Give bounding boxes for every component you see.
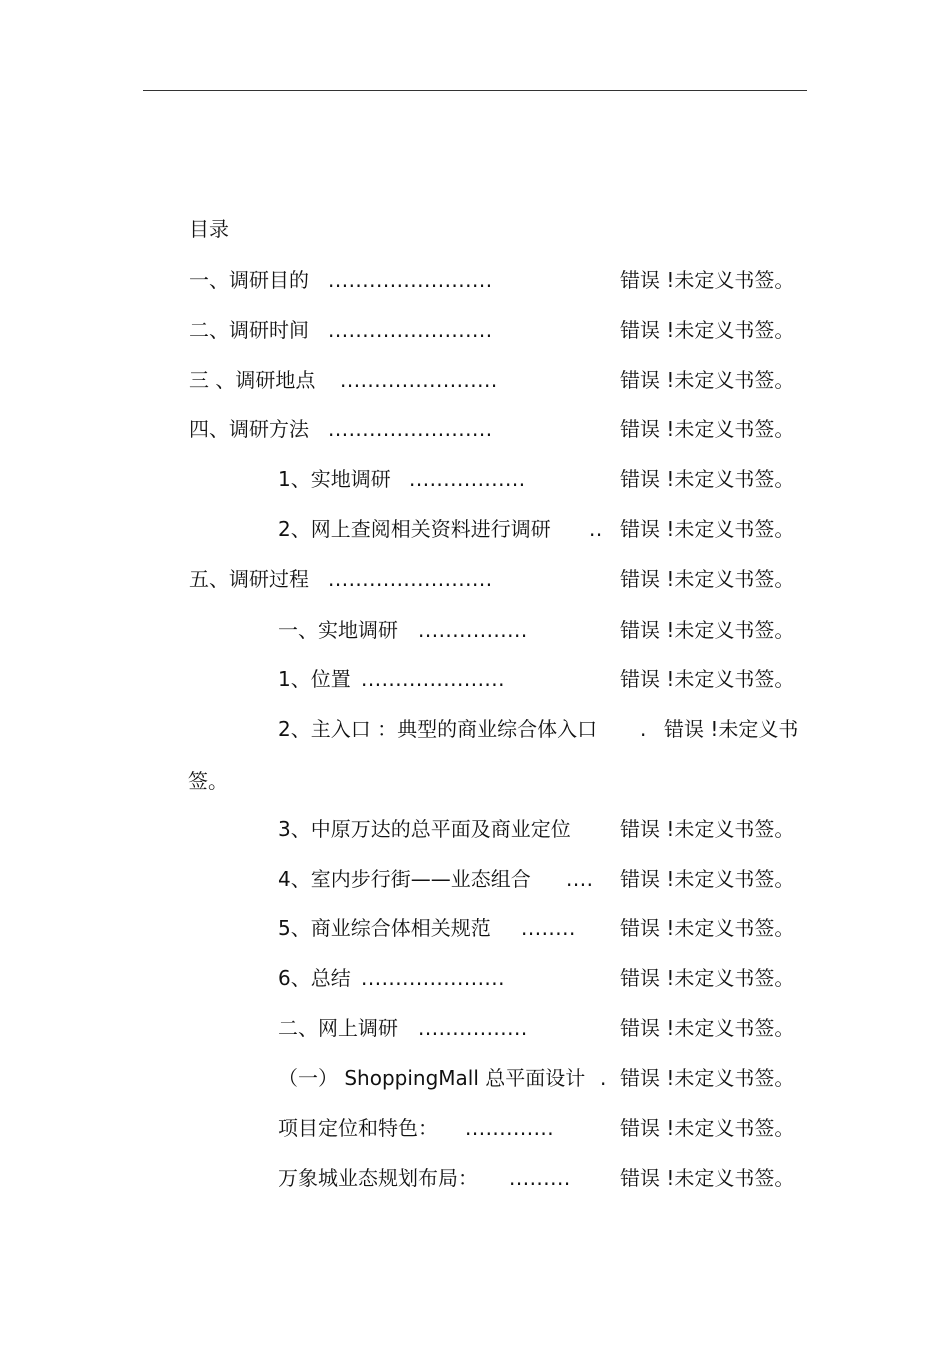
toc-entry-leader: .	[600, 1066, 607, 1090]
toc-entry-leader: ..	[589, 517, 603, 541]
toc-entry-title: 二、网上调研	[278, 1016, 398, 1040]
header-rule	[143, 90, 807, 91]
toc-entry-title: 四、调研方法	[189, 417, 309, 441]
toc-entry-title: 4、室内步行街——业态组合	[278, 867, 531, 891]
toc-entry-title: 2、网上查阅相关资料进行调研	[278, 517, 551, 541]
toc-entry-title: 1、实地调研	[278, 467, 391, 491]
toc-entry-leader: ................	[418, 618, 528, 642]
toc-entry-title: 五、调研过程	[189, 567, 309, 591]
toc-entry-title: 一、调研目的	[189, 268, 309, 292]
toc-entry-page: 错误 !未定义书签。	[620, 618, 795, 642]
toc-entry-title: （一） ShoppingMall 总平面设计	[278, 1066, 586, 1090]
toc-entry-leader: ........	[521, 916, 576, 940]
toc-entry-page: 错误 !未定义书签。	[620, 867, 795, 891]
toc-entry-leader: .....................	[361, 966, 506, 990]
toc-entry-leader: ....	[566, 867, 594, 891]
toc-entry-leader: .......................	[340, 368, 498, 392]
toc-entry-leader: ........................	[328, 268, 493, 292]
toc-entry-leader: ........................	[328, 567, 493, 591]
toc-entry-page: 错误 !未定义书签。	[620, 517, 795, 541]
toc-entry-title: 三 、调研地点	[189, 368, 316, 392]
toc-entry-page: 错误 !未定义书签。	[620, 667, 795, 691]
toc-entry-page: 错误 !未定义书签。	[620, 417, 795, 441]
toc-entry-title: 万象城业态规划布局：	[278, 1166, 478, 1190]
toc-entry-title: 5、商业综合体相关规范	[278, 916, 491, 940]
toc-entry-page: 错误 !未定义书	[664, 717, 799, 741]
toc-entry-page: 错误 !未定义书签。	[620, 817, 795, 841]
toc-entry-leader: .	[640, 717, 647, 741]
toc-entry-title: 1、位置	[278, 667, 351, 691]
toc-entry-title: 6、总结	[278, 966, 351, 990]
toc-entry-leader: .....................	[361, 667, 506, 691]
toc-entry-page: 错误 !未定义书签。	[620, 567, 795, 591]
toc-entry-leader: .................	[409, 467, 526, 491]
toc-entry-leader: ................	[418, 1016, 528, 1040]
toc-entry-leader: .........	[509, 1166, 571, 1190]
toc-entry-title: 3、中原万达的总平面及商业定位	[278, 817, 571, 841]
toc-entry-leader: ........................	[328, 417, 493, 441]
toc-entry-page: 错误 !未定义书签。	[620, 1066, 795, 1090]
toc-heading: 目录	[189, 217, 229, 241]
toc-entry-page: 错误 !未定义书签。	[620, 318, 795, 342]
toc-entry-page: 错误 !未定义书签。	[620, 1116, 795, 1140]
toc-entry-page: 错误 !未定义书签。	[620, 467, 795, 491]
toc-entry-title: 一、实地调研	[278, 618, 398, 642]
toc-entry-page: 错误 !未定义书签。	[620, 1166, 795, 1190]
toc-entry-leader: ........................	[328, 318, 493, 342]
toc-entry-page: 错误 !未定义书签。	[620, 268, 795, 292]
toc-entry-page: 错误 !未定义书签。	[620, 1016, 795, 1040]
toc-entry-page-continuation: 签。	[188, 769, 228, 793]
toc-entry-leader: .............	[465, 1116, 555, 1140]
toc-entry-title: 二、调研时间	[189, 318, 309, 342]
toc-entry-page: 错误 !未定义书签。	[620, 368, 795, 392]
toc-entry-page: 错误 !未定义书签。	[620, 966, 795, 990]
toc-entry-title: 项目定位和特色：	[278, 1116, 438, 1140]
toc-entry-title: 2、主入口 ：典型的商业综合体入口	[278, 717, 598, 741]
toc-entry-page: 错误 !未定义书签。	[620, 916, 795, 940]
